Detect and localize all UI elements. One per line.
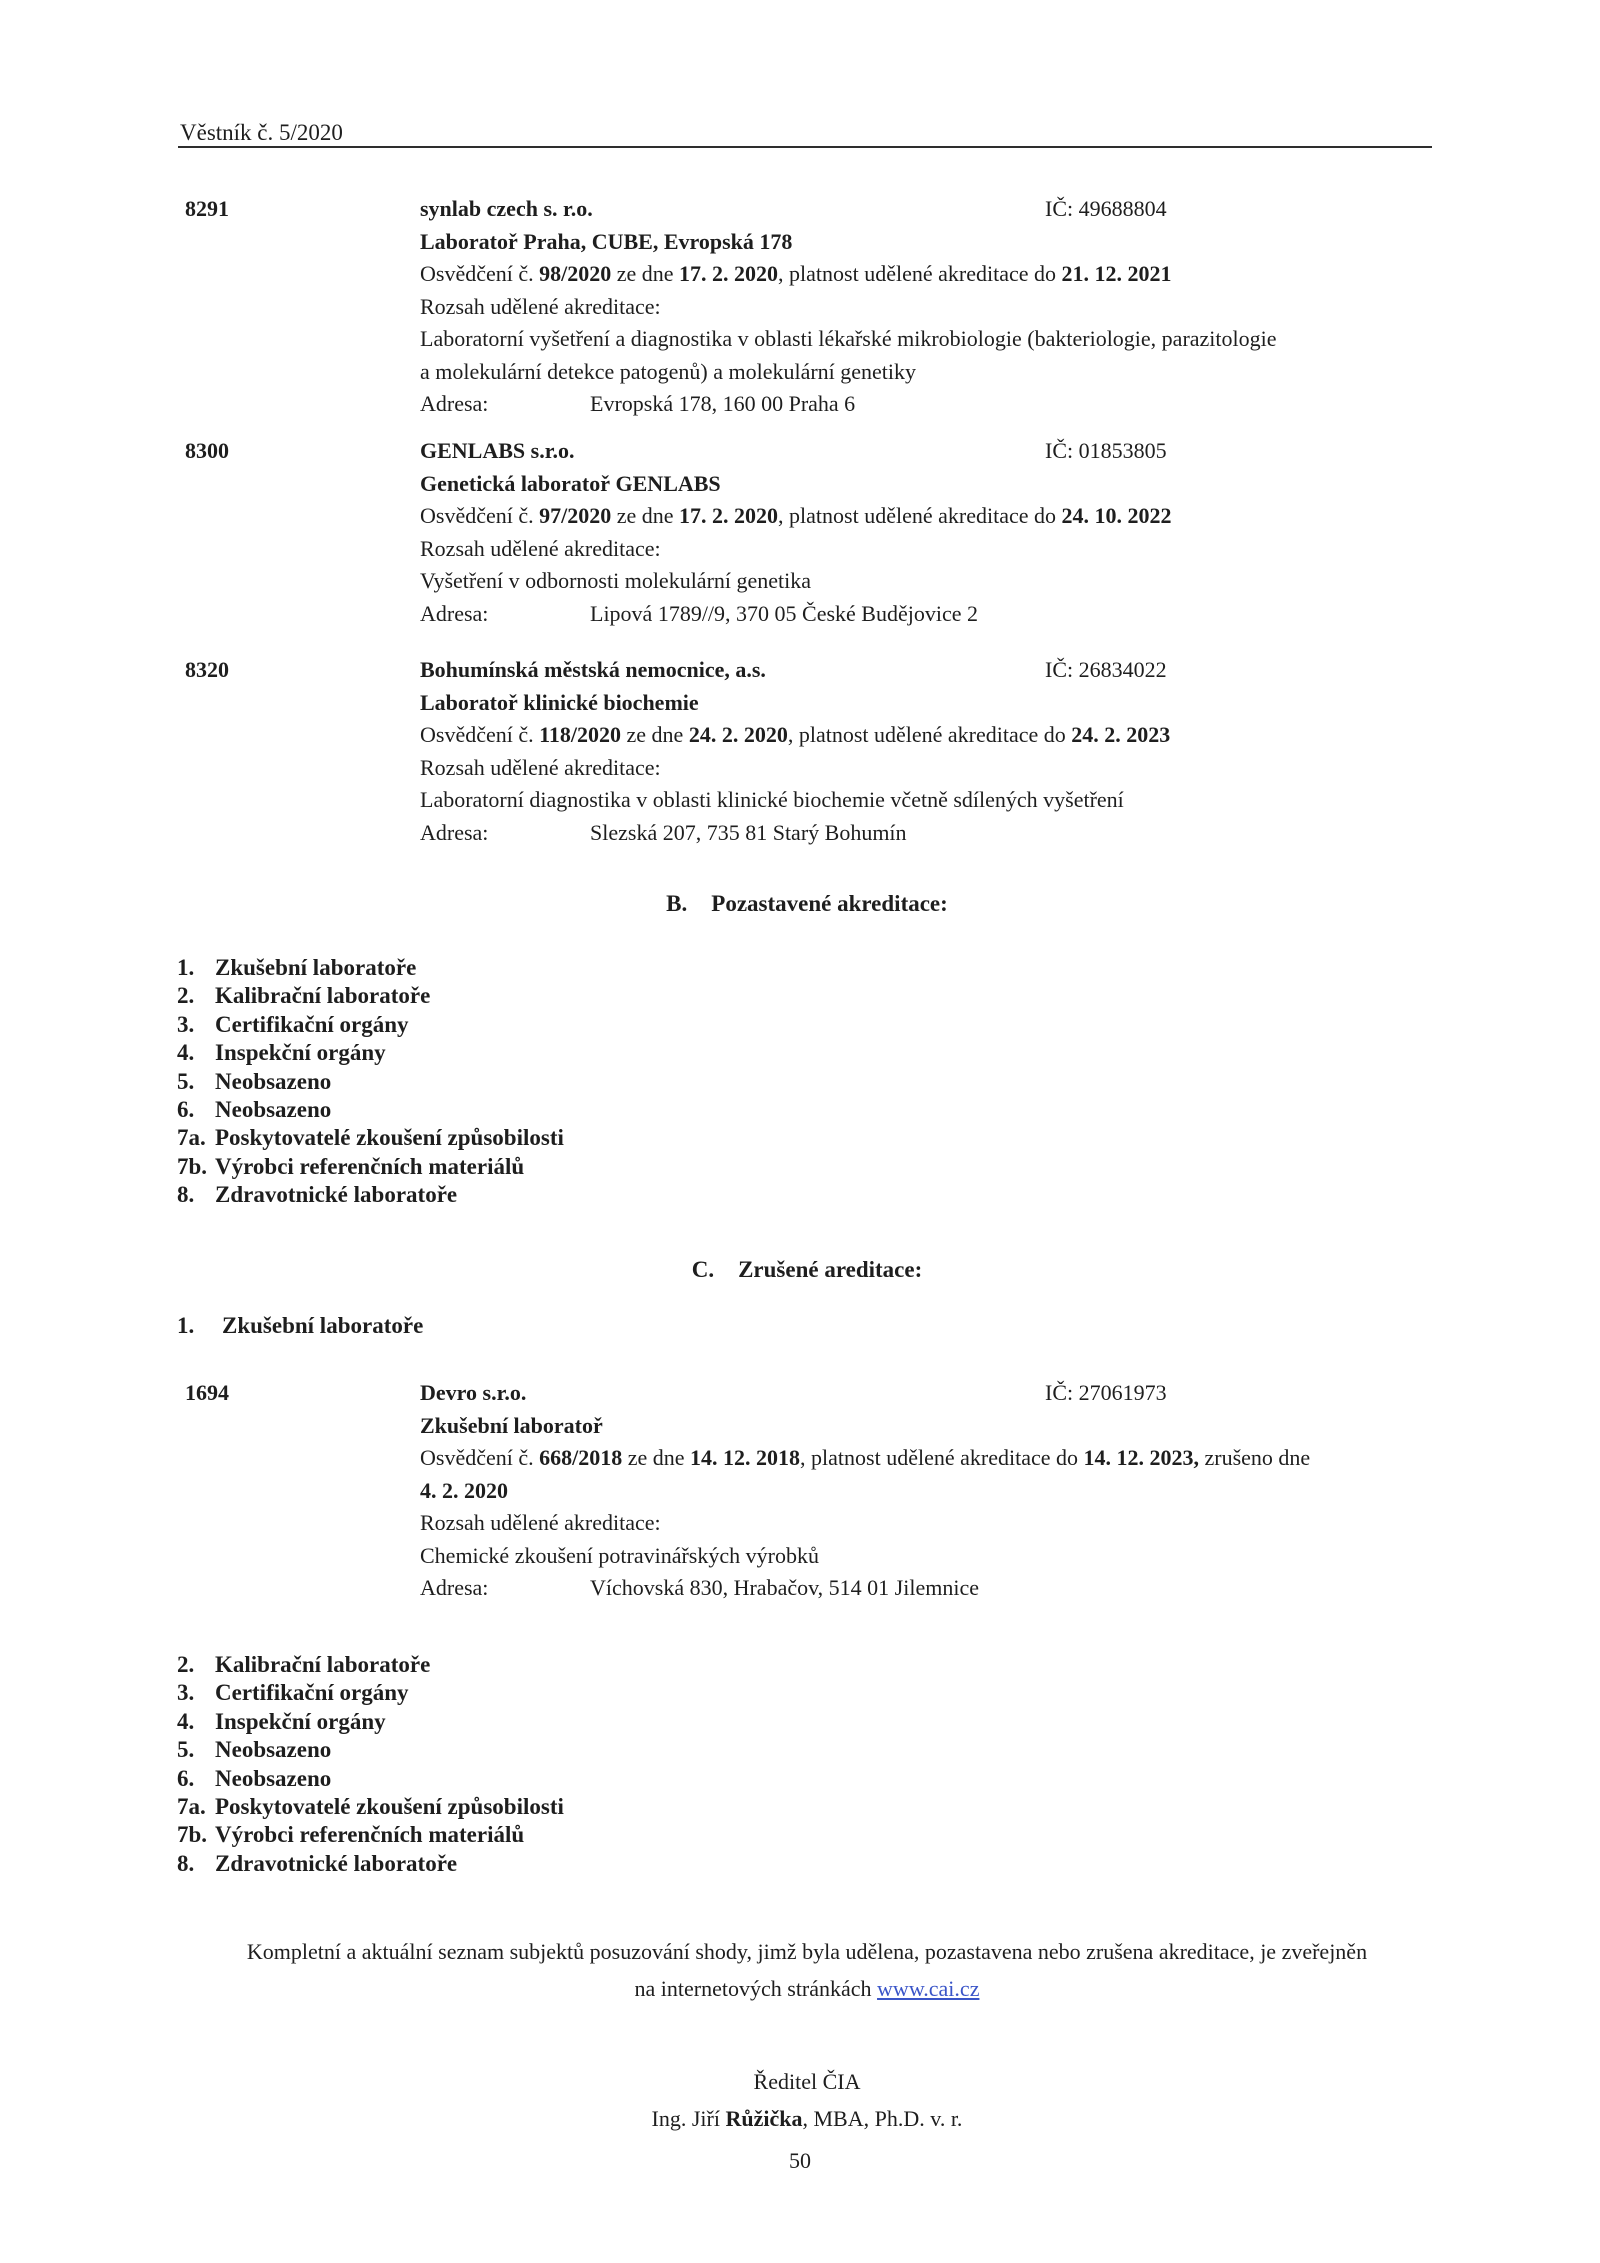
scope-label: Rozsah udělené akreditace: (420, 1510, 661, 1535)
list-item (177, 1765, 564, 1793)
lab-name: Laboratoř Praha, CUBE, Evropská 178 (420, 228, 793, 254)
accreditation-entry (185, 654, 1430, 849)
company-name: GENLABS s.r.o. (420, 438, 575, 463)
entry-first-row (185, 193, 1430, 226)
item-label: Certifikační orgány (215, 1680, 409, 1706)
item-label: Poskytovatelé zkoušení způsobilosti (215, 1125, 564, 1151)
signature-title: Ředitel ČIA (753, 2069, 861, 2094)
company-ic: IČ: 01853805 (1045, 438, 1167, 463)
item-number: 8. (177, 1182, 195, 1208)
item-number: 3. (177, 1011, 195, 1037)
item-number: 1. (177, 1313, 195, 1338)
address-value: Evropská 178, 160 00 Praha 6 (590, 391, 856, 416)
company-name: Bohumínská městská nemocnice, a.s. (420, 657, 766, 682)
scope-line: Laboratorní diagnostika v oblasti klinické biochemie včetně sdílených vyšetření (420, 787, 1124, 812)
company-ic: IČ: 27061973 (1045, 1380, 1167, 1405)
company-ic: IČ: 26834022 (1045, 657, 1167, 682)
accreditation-entry (185, 435, 1430, 630)
lab-name: Zkušební laboratoř (420, 1412, 603, 1438)
item-label: Zkušební laboratoře (215, 955, 417, 980)
item-number: 1. (177, 955, 195, 980)
company-name: Devro s.r.o. (420, 1380, 527, 1405)
item-number: 4. (177, 1040, 195, 1066)
list-item (177, 1708, 564, 1736)
section-letter: C. (691, 1257, 715, 1282)
entry-first-row (185, 435, 1430, 468)
item-label: Kalibrační laboratoře (215, 1652, 431, 1677)
scope-label: Rozsah udělené akreditace: (420, 535, 661, 561)
footer-note (180, 1933, 1434, 2007)
subsection-heading-testing-labs (177, 1312, 423, 1340)
section-heading-suspended (180, 890, 1434, 918)
item-label: Neobsazeno (215, 1765, 332, 1791)
section-title: Pozastavené akreditace: (711, 891, 948, 916)
item-number: 3. (177, 1680, 195, 1706)
entry-first-row (185, 1377, 1430, 1410)
section-letter: B. (666, 891, 688, 916)
entry-number: 8291 (185, 196, 229, 221)
footer-note-line2 (180, 1970, 1434, 2007)
company-ic: IČ: 49688804 (1045, 196, 1167, 221)
address-label: Adresa: (420, 819, 489, 845)
entry-number: 1694 (185, 1380, 229, 1405)
certificate-line: Osvědčení č. 118/2020 ze dne 24. 2. 2020, platnost udělené akreditace do 24. 2. 2023 (420, 722, 1171, 747)
item-number: 7a. (177, 1794, 206, 1820)
lab-name: Laboratoř klinické biochemie (420, 689, 699, 715)
item-number: 7b. (177, 1153, 208, 1179)
list-item (177, 1068, 564, 1096)
item-number: 8. (177, 1850, 195, 1876)
address-label: Adresa: (420, 1575, 489, 1600)
item-label: Zdravotnické laboratoře (215, 1850, 458, 1876)
section-title: Zrušené areditace: (738, 1257, 923, 1282)
footer-note-line2-text: na internetových stránkách (634, 1976, 872, 2001)
item-label: Zkušební laboratoře (222, 1313, 424, 1338)
item-number: 5. (177, 1068, 195, 1094)
item-label: Poskytovatelé zkoušení způsobilosti (215, 1794, 564, 1820)
entry-number: 8300 (185, 438, 229, 463)
accreditation-entry (185, 1377, 1430, 1605)
address-row (420, 817, 1430, 850)
address-row (420, 1572, 1430, 1605)
item-number: 6. (177, 1097, 195, 1123)
list-item (177, 1153, 564, 1181)
entry-first-row (185, 654, 1430, 687)
scope-label: Rozsah udělené akreditace: (420, 754, 661, 780)
gazette-header: Věstník č. 5/2020 (180, 120, 343, 145)
signature-block (180, 2063, 1434, 2137)
item-label: Inspekční orgány (215, 1040, 386, 1066)
item-label: Kalibrační laboratoře (215, 983, 431, 1009)
list-item (177, 954, 564, 982)
item-label: Neobsazeno (215, 1068, 332, 1094)
address-row (420, 388, 1430, 421)
scope-line: Chemické zkoušení potravinářských výrobků (420, 1542, 819, 1568)
item-number: 2. (177, 983, 195, 1009)
list-item (177, 1651, 564, 1679)
scope-label: Rozsah udělené akreditace: (420, 293, 661, 319)
address-label: Adresa: (420, 600, 489, 626)
list-item (177, 1736, 564, 1764)
address-value: Lipová 1789//9, 370 05 České Budějovice 2 (590, 600, 978, 626)
certificate-line: Osvědčení č. 98/2020 ze dne 17. 2. 2020, platnost udělené akreditace do 21. 12. 2021 (420, 261, 1172, 286)
item-label: Neobsazeno (215, 1737, 332, 1763)
company-name: synlab czech s. r.o. (420, 196, 593, 221)
scope-line: Laboratorní vyšetření a diagnostika v oblasti lékařské mikrobiologie (bakteriologie, parazitologie (420, 326, 1277, 351)
list-item (177, 1850, 564, 1878)
list-item (177, 1181, 564, 1209)
accreditation-entry (185, 193, 1430, 421)
signature-name: Ing. Jiří Růžička, MBA, Ph.D. v. r. (651, 2106, 963, 2131)
list-item (177, 1039, 564, 1067)
header-rule (178, 146, 1432, 148)
item-number: 2. (177, 1652, 195, 1677)
scope-line: a molekulární detekce patogenů) a molekulární genetiky (420, 358, 917, 384)
footer-note-line1: Kompletní a aktuální seznam subjektů posuzování shody, jimž byla udělena, pozastavena nebo zrušena akreditace, je zveřejněn (246, 1939, 1368, 1964)
item-label: Certifikační orgány (215, 1011, 409, 1037)
certificate-line: Osvědčení č. 668/2018 ze dne 14. 12. 2018, platnost udělené akreditace do 14. 12. 2023, zrušeno dne 4. 2. 2020 (420, 1445, 1311, 1503)
certificate-line: Osvědčení č. 97/2020 ze dne 17. 2. 2020, platnost udělené akreditace do 24. 10. 2022 (420, 503, 1172, 528)
list-item (177, 982, 564, 1010)
list-item (177, 1011, 564, 1039)
list-item (177, 1679, 564, 1707)
cai-website-link[interactable]: www.cai.cz (877, 1976, 980, 2001)
item-number: 6. (177, 1765, 195, 1791)
page-number: 50 (789, 2148, 811, 2173)
scope-line: Vyšetření v odbornosti molekulární genetika (420, 568, 812, 593)
item-label: Neobsazeno (215, 1097, 332, 1123)
address-label: Adresa: (420, 391, 489, 416)
item-label: Zdravotnické laboratoře (215, 1182, 458, 1208)
item-number: 7a. (177, 1125, 206, 1151)
item-number: 5. (177, 1737, 195, 1763)
address-value: Slezská 207, 735 81 Starý Bohumín (590, 819, 907, 845)
item-number: 4. (177, 1708, 195, 1734)
item-label: Výrobci referenčních materiálů (215, 1822, 525, 1848)
entry-number: 8320 (185, 657, 229, 682)
item-number: 7b. (177, 1822, 208, 1848)
list-item (177, 1821, 564, 1849)
suspended-accreditations-list (177, 954, 564, 1210)
address-value: Víchovská 830, Hrabačov, 514 01 Jilemnice (590, 1575, 979, 1600)
item-label: Výrobci referenčních materiálů (215, 1153, 525, 1179)
item-label: Inspekční orgány (215, 1708, 386, 1734)
list-item (177, 1793, 564, 1821)
section-heading-cancelled (180, 1256, 1434, 1284)
address-row (420, 598, 1430, 631)
list-item (177, 1096, 564, 1124)
lab-name: Genetická laboratoř GENLABS (420, 470, 721, 496)
list-item (177, 1124, 564, 1152)
cancelled-accreditations-list (177, 1651, 564, 1878)
